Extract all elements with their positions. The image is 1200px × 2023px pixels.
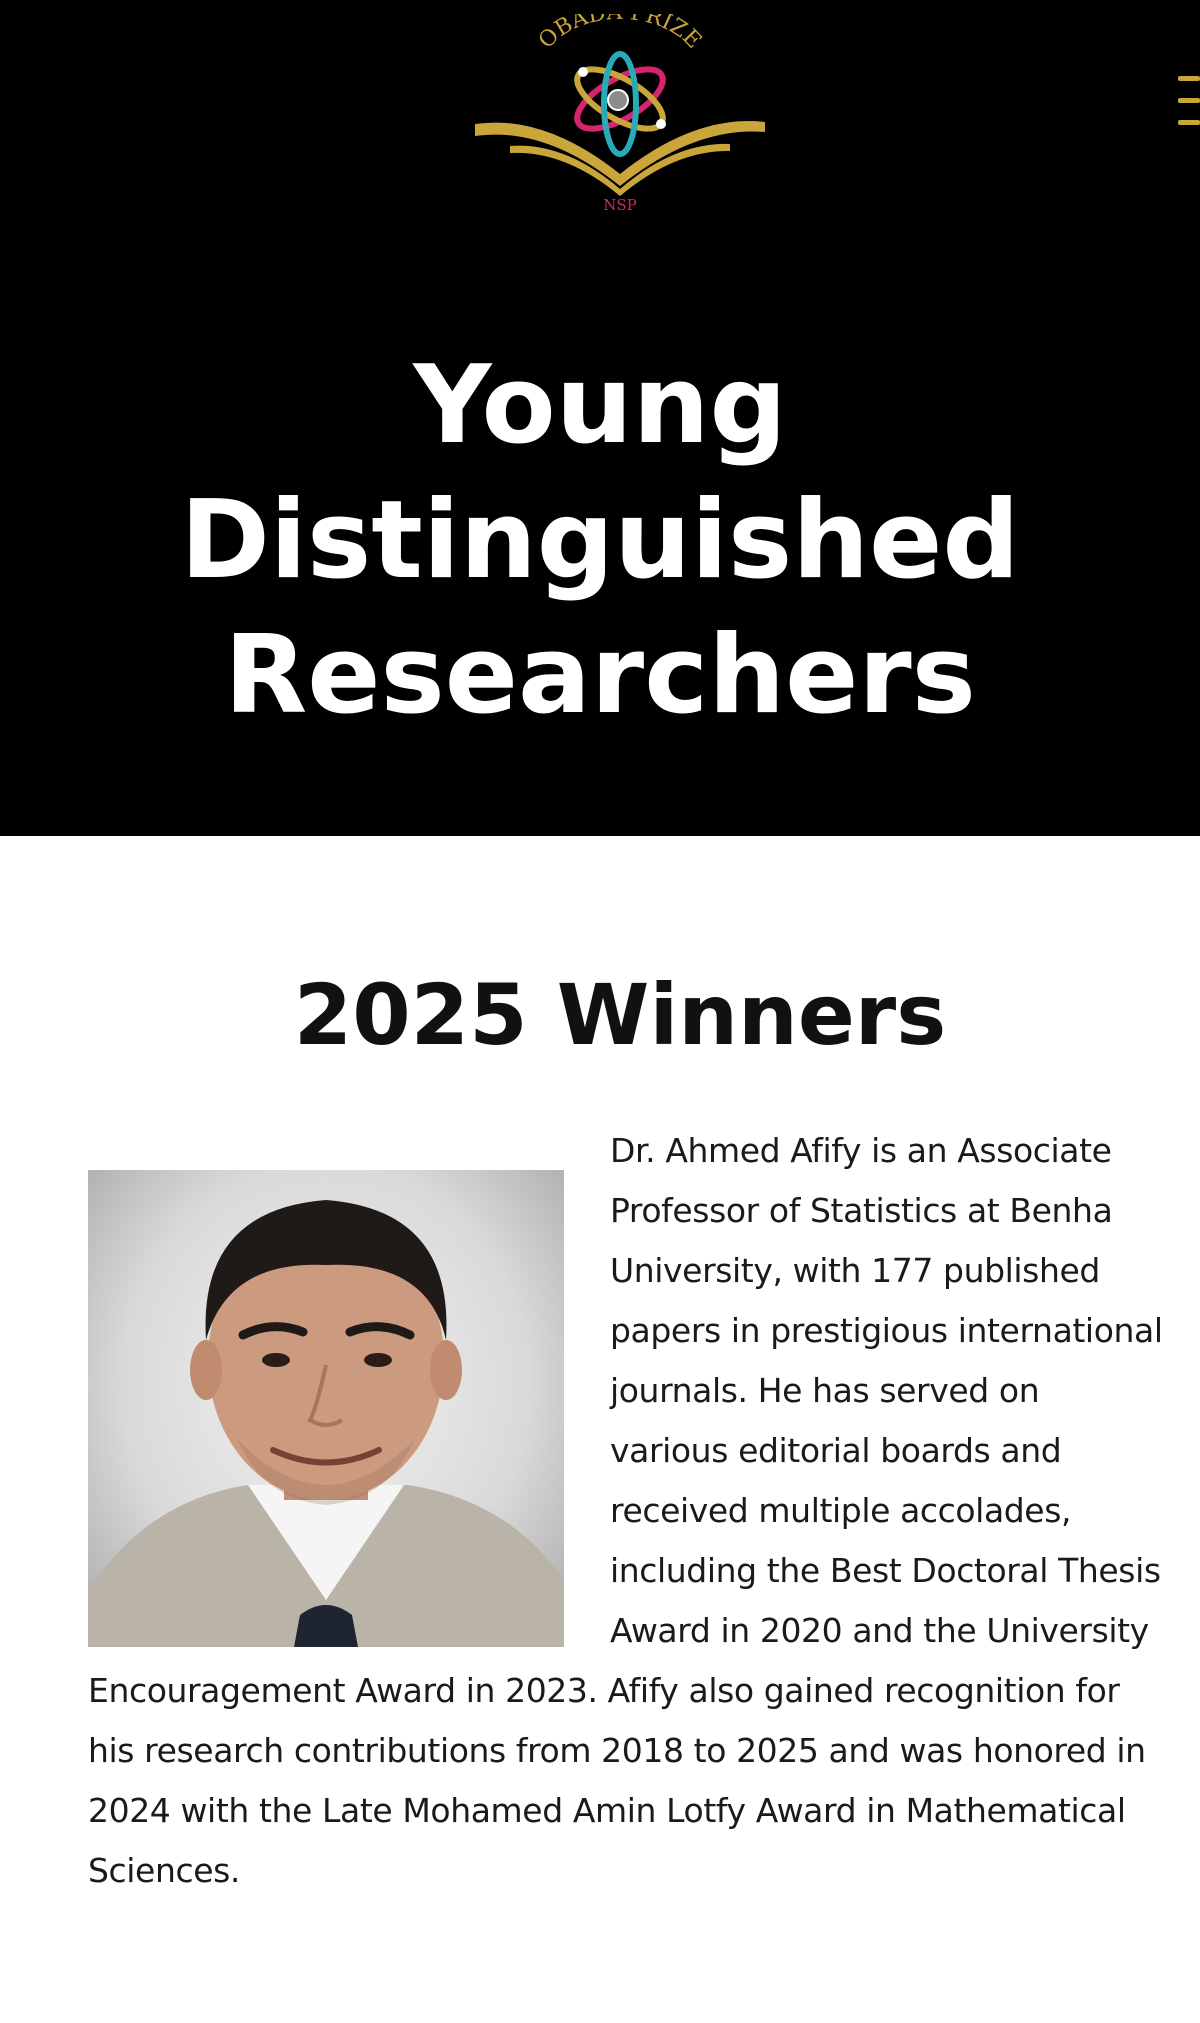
page-title (0, 338, 1200, 743)
page-title-line-1: Young (413, 343, 787, 468)
page-title-line-3: Researchers (224, 613, 976, 738)
winner-bio-text: Dr. Ahmed Afify is an Associate Professor of Statistics at Benha University, with 177 published papers in prestigious international journals. He has served on various editorial boards and received multiple accolades, including the Best Doctoral Thesis Award in 2020 and the University Encouragement Award in 2023. Afify also gained recognition for his research contributions from 2018 to 2025 and was honored in 2024 with the Late Mohamed Amin Lotfy Award in Mathematical Sciences. (88, 1131, 1163, 1890)
hamburger-icon[interactable] (1178, 76, 1200, 130)
winner-photo (88, 1170, 564, 1647)
logo-arc-text: OBAD RIZE (534, 14, 707, 54)
section-title: 2025 Winners (293, 966, 947, 1064)
page-title-line-2: Distinguished (180, 478, 1020, 603)
site-header (0, 0, 1200, 836)
logo-monogram: NSP (603, 196, 637, 214)
obada-prize-logo[interactable] (455, 14, 785, 214)
winner-bio-block (88, 1121, 1163, 1901)
